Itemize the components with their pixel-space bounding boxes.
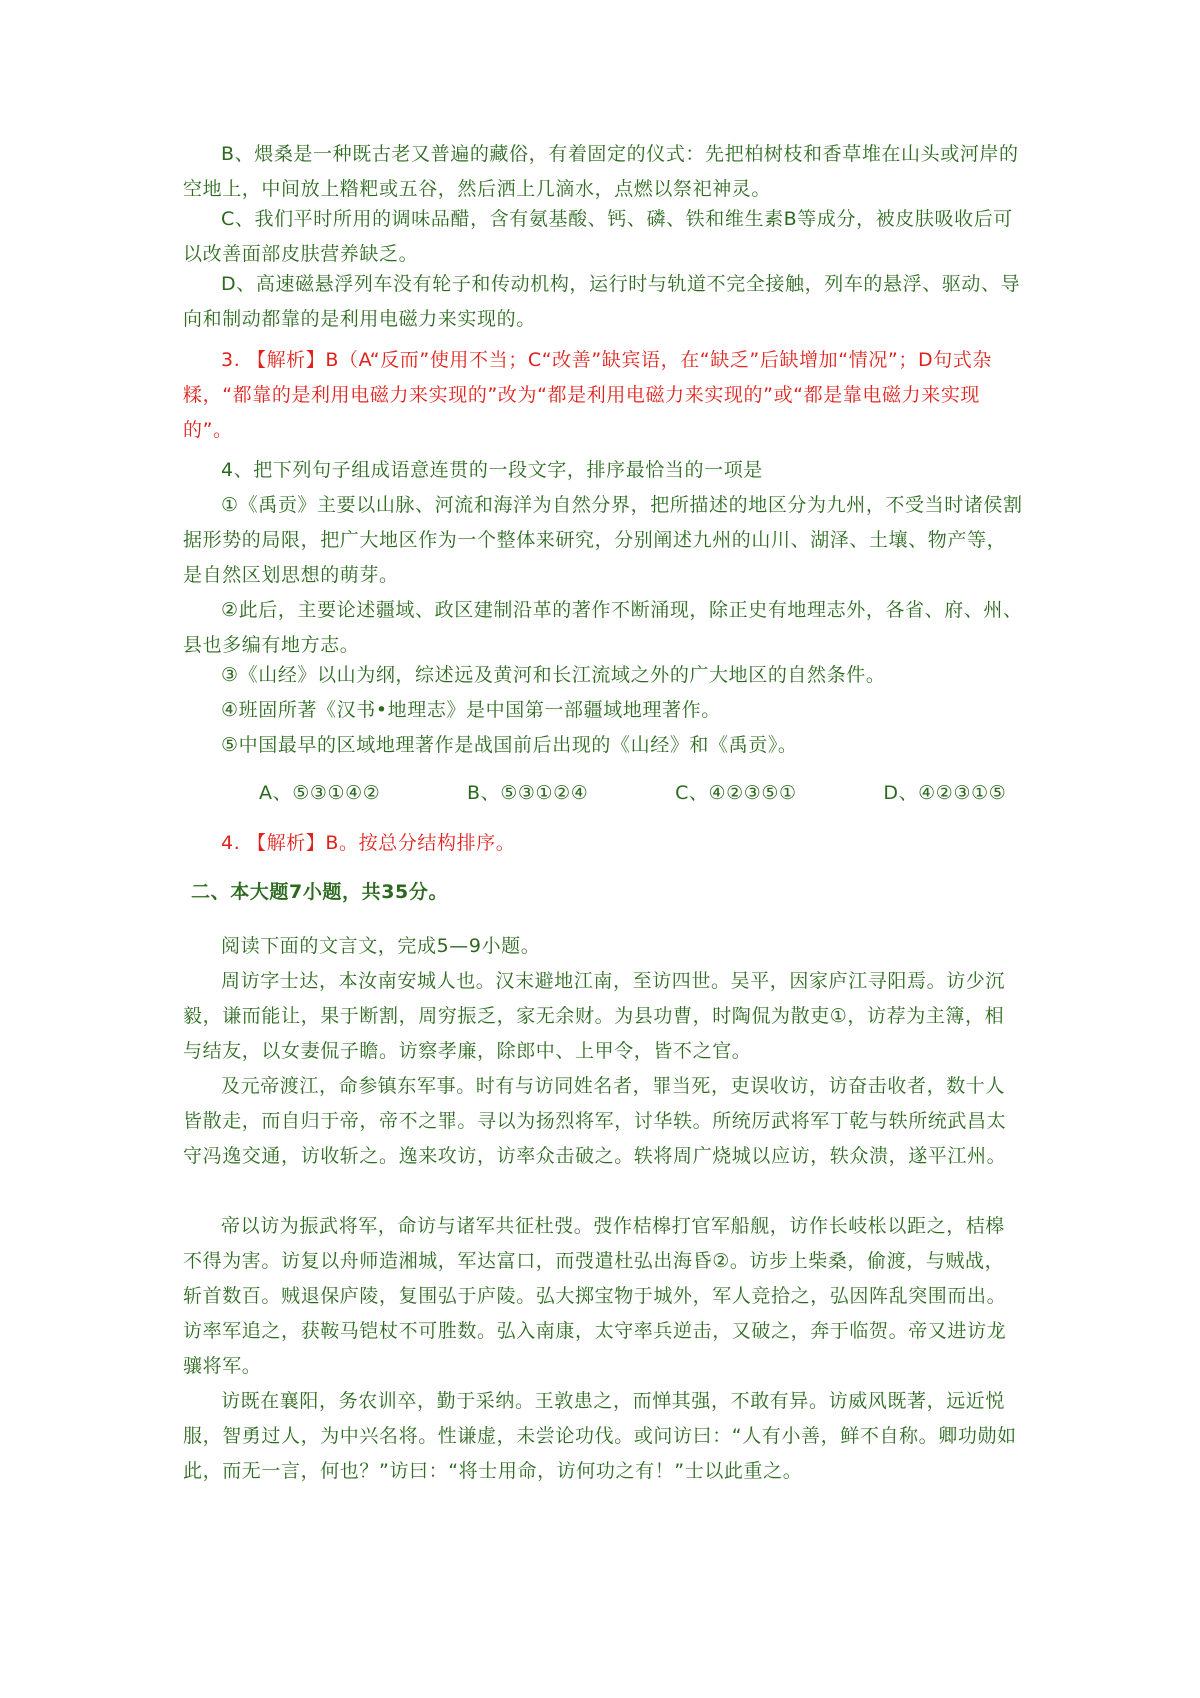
passage-paragraph-2: 及元帝渡江，命参镇东军事。时有与访同姓名者，罪当死，吏误收访，访奋击收者，数十人皆散走，而自归于帝，帝不之罪。寻以为扬烈将军，讨华轶。所统厉武将军丁乾与轶所统武昌太守冯逸交通，访收斩之。逸来攻访，访率众击破之。轶将周广烧城以应访，轶众溃，遂平江州。 xyxy=(183,1075,1007,1167)
q4-option-c: C、④②③⑤① xyxy=(675,782,797,804)
q3-option-c: C、我们平时所用的调味品醋，含有氨基酸、钙、磷、铁和维生素B等成分，被皮肤吸收后可以改善面部皮肤营养缺乏。 xyxy=(183,208,1013,265)
q4-sentence-5: ⑤中国最早的区域地理著作是战国前后出现的《山经》和《禹贡》。 xyxy=(221,734,798,756)
passage-paragraph-1: 周访字士达，本汝南安城人也。汉末避地江南，至访四世。吴平，因家庐江寻阳焉。访少沉毅，谦而能让，果于断割，周穷振乏，家无余财。为县功曹，时陶侃为散吏①，访荐为主簿，相与结友，以女妻侃子瞻。访察孝廉，除郎中、上甲令，皆不之官。 xyxy=(183,970,1006,1062)
q4-answer: 4. 【解析】B。按总分结构排序。 xyxy=(221,832,516,854)
passage-paragraph-4: 访既在襄阳，务农训卒，勤于采纳。王敦患之，而惮其强，不敢有异。访威风既著，远近悦服，智勇过人，为中兴名将。性谦虚，未尝论功伐。或问访曰：“人有小善，鲜不自称。卿功勋如此，而无一言，何也？”访曰：“将士用命，访何功之有！”士以此重之。 xyxy=(183,1390,1017,1482)
q4-sentence-4: ④班固所著《汉书•地理志》是中国第一部疆域地理著作。 xyxy=(221,699,721,721)
q3-answer: 3. 【解析】B（A“反而”使用不当；C“改善”缺宾语，在“缺乏”后缺增加“情况”；D句式杂糅，“都靠的是利用电磁力来实现的”改为“都是利用电磁力来实现的”或“都是靠电磁力来实现的”。 xyxy=(183,349,992,441)
reading-intro: 阅读下面的文言文，完成5—9小题。 xyxy=(221,935,541,957)
q4-options xyxy=(183,776,1023,811)
q3-option-d: D、高速磁悬浮列车没有轮子和传动机构，运行时与轨道不完全接触，列车的悬浮、驱动、导向和制动都靠的是利用电磁力来实现的。 xyxy=(183,273,1021,330)
q4-option-a: A、⑤③①④② xyxy=(259,782,381,804)
q4-sentence-1: ①《禹贡》主要以山脉、河流和海洋为自然分界，把所描述的地区分为九州，不受当时诸侯割据形势的局限，把广大地区作为一个整体来研究，分别阐述九州的山川、湖泽、土壤、物产等，是自然区划思想的萌芽。 xyxy=(183,494,1023,586)
q4-sentence-3: ③《山经》以山为纲，综述远及黄河和长江流域之外的广大地区的自然条件。 xyxy=(221,664,886,686)
q4-sentence-2: ②此后，主要论述疆域、政区建制沿革的著作不断涌现，除正史有地理志外，各省、府、州、县也多编有地方志。 xyxy=(183,599,1023,656)
q3-option-b: B、煨桑是一种既古老又普遍的藏俗，有着固定的仪式：先把柏树枝和香草堆在山头或河岸的空地上，中间放上糌粑或五谷，然后洒上几滴水，点燃以祭祀神灵。 xyxy=(183,143,1019,200)
section-heading: 二、本大题7小题，共35分。 xyxy=(191,881,449,903)
q4-option-b: B、⑤③①②④ xyxy=(467,782,589,804)
q4-stem: 4、把下列句子组成语意连贯的一段文字，排序最恰当的一项是 xyxy=(221,459,763,481)
q4-option-d: D、④②③①⑤ xyxy=(883,782,1007,804)
passage-paragraph-3: 帝以访为振武将军，命访与诸军共征杜弢。弢作桔槔打官军船舰，访作长岐枨以距之，桔槔不得为害。访复以舟师造湘城，军达富口，而弢遣杜弘出海昏②。访步上柴桑，偷渡，与贼战，斩首数百。贼退保庐陵，复围弘于庐陵。弘大掷宝物于城外，军人竞拾之，弘因阵乱突围而出。访率军追之，获鞍马铠杖不可胜数。弘入南康，太守率兵逆击，又破之，奔于临贺。帝又进访龙骧将军。 xyxy=(183,1215,1007,1377)
